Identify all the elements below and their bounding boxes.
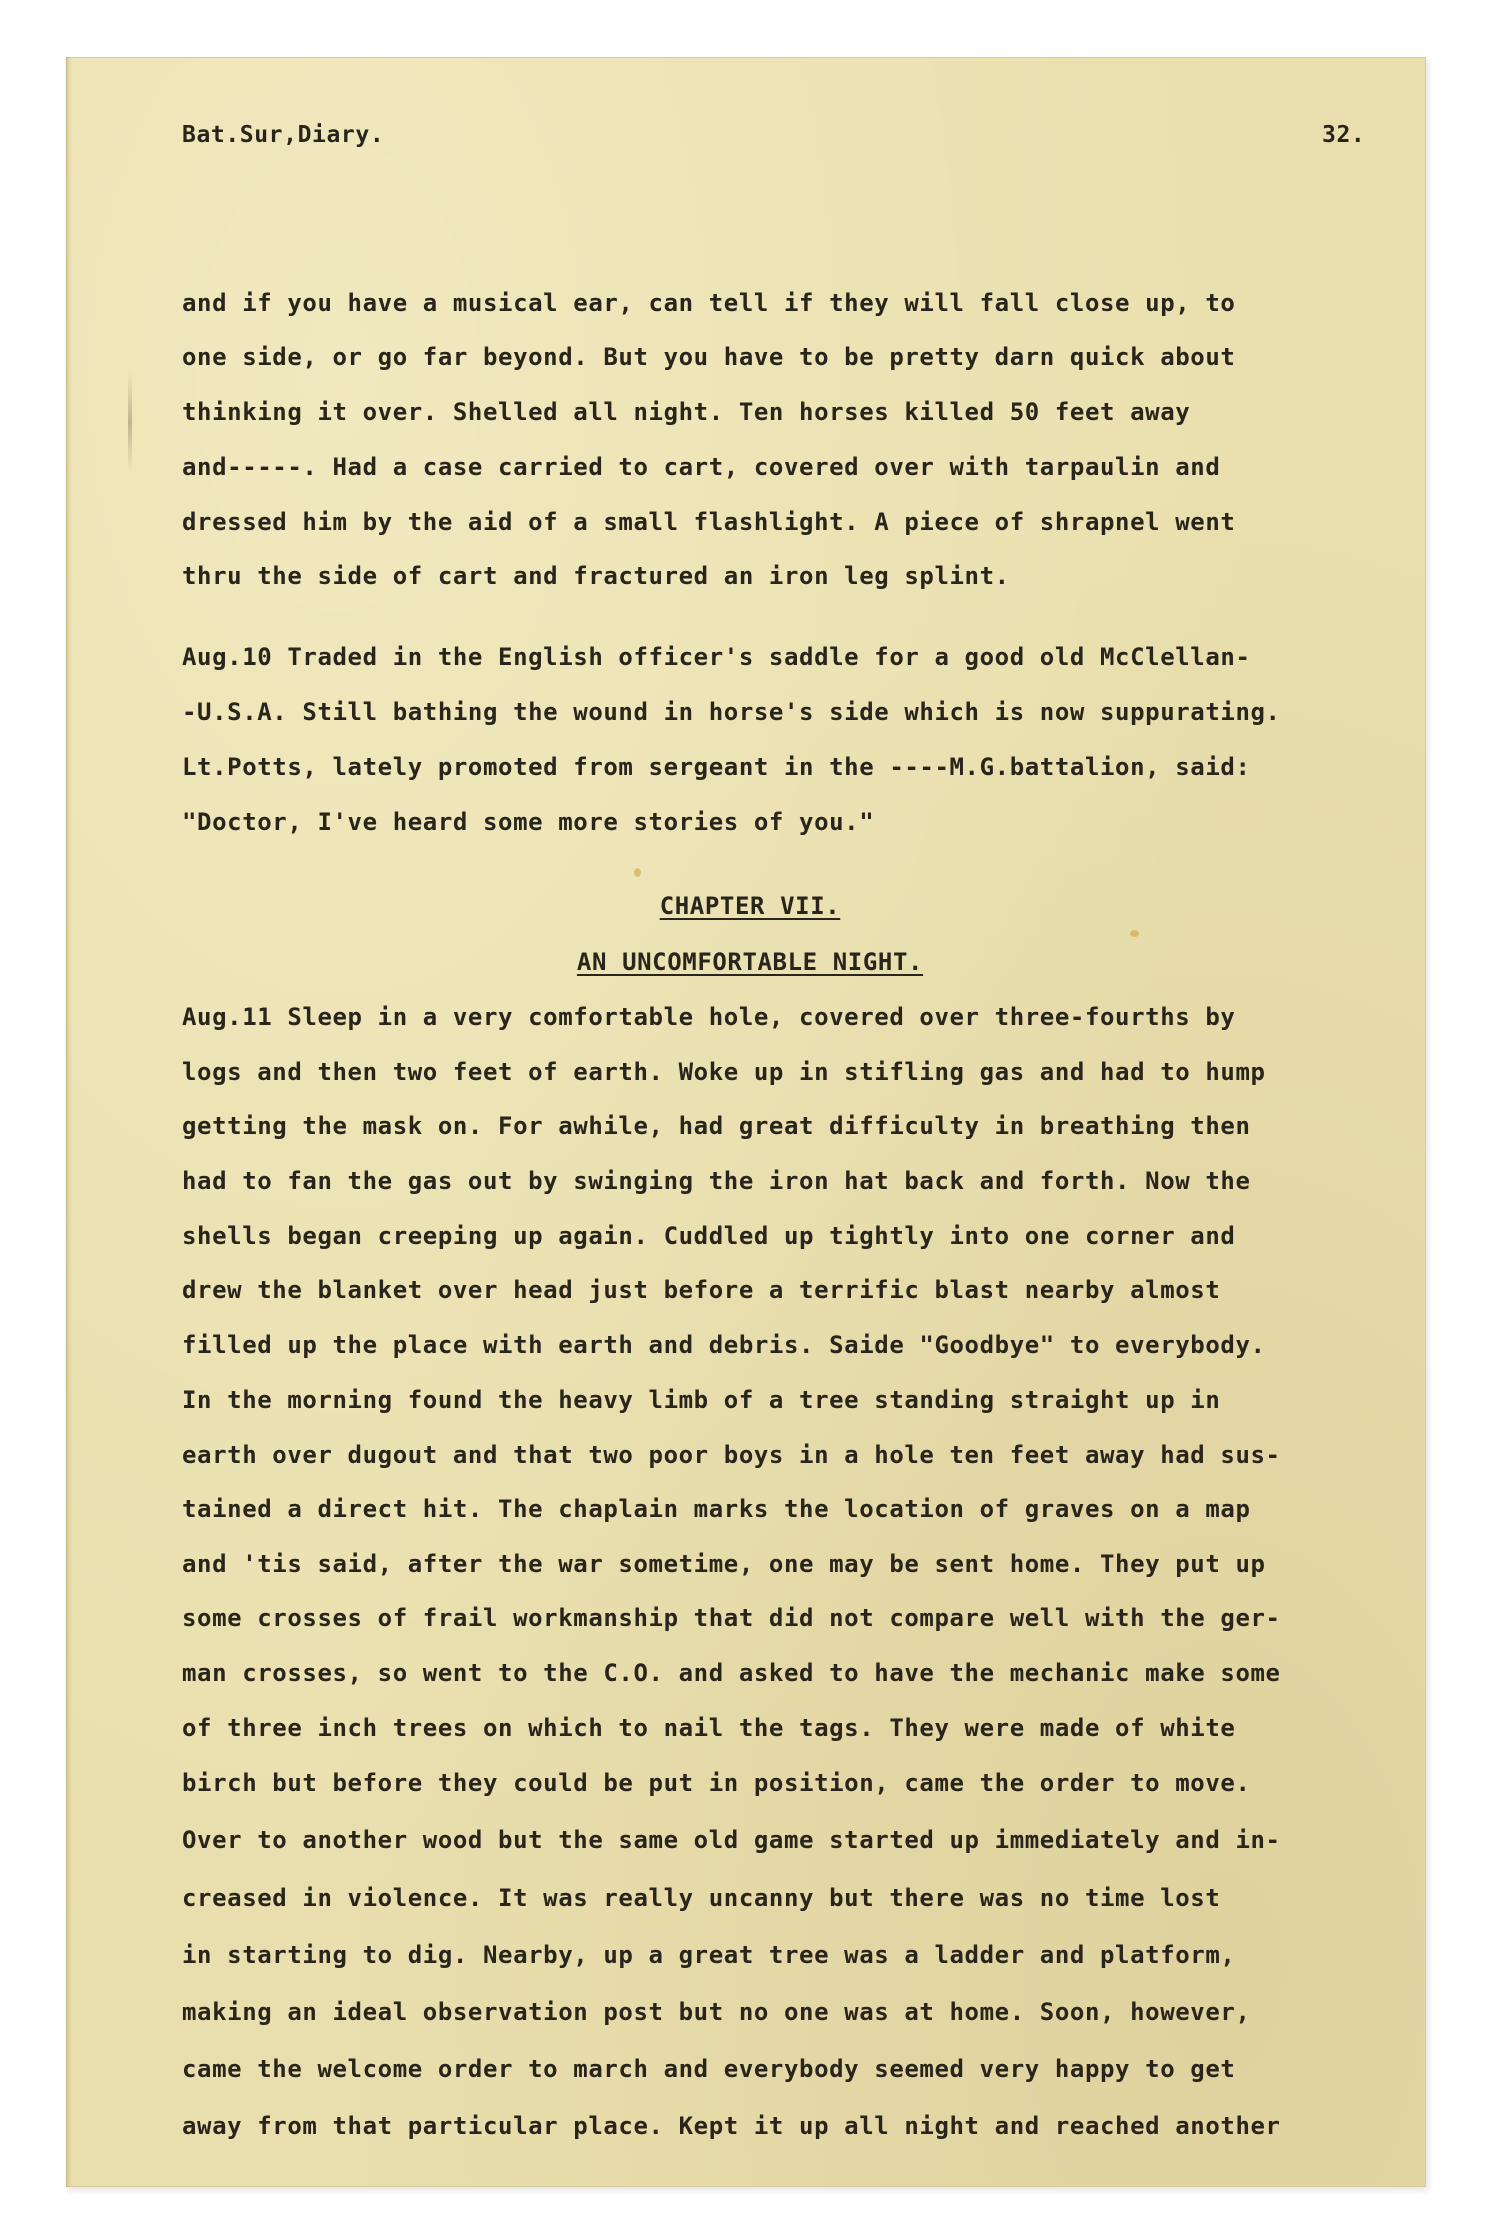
page-edge-shadow (66, 57, 72, 2187)
text-line: birch but before they could be put in position, came the order to move. (182, 1769, 1251, 1797)
text-line: tained a direct hit. The chaplain marks the location of graves on a map (182, 1495, 1251, 1523)
paper-stain (1130, 930, 1139, 937)
text-line: some crosses of frail workmanship that did not compare well with the ger- (182, 1604, 1281, 1632)
text-line: Over to another wood but the same old game started up immediately and in- (182, 1826, 1281, 1854)
text-line: of three inch trees on which to nail the tags. They were made of white (182, 1714, 1236, 1742)
text-line: man crosses, so went to the C.O. and asked to have the mechanic make some (182, 1659, 1281, 1687)
text-line: Aug.11 Sleep in a very comfortable hole, covered over three-fourths by (182, 1003, 1236, 1031)
text-line: filled up the place with earth and debris. Saide "Goodbye" to everybody. (182, 1331, 1266, 1359)
text-line: and if you have a musical ear, can tell if they will fall close up, to (182, 289, 1236, 317)
text-line: away from that particular place. Kept it up all night and reached another (182, 2112, 1281, 2140)
text-line: drew the blanket over head just before a terrific blast nearby almost (182, 1276, 1221, 1304)
text-line: dressed him by the aid of a small flashlight. A piece of shrapnel went (182, 508, 1236, 536)
page-number: 32. (1322, 122, 1366, 148)
text-line: Lt.Potts, lately promoted from sergeant in the ----M.G.battalion, said: (182, 753, 1251, 781)
text-line: -U.S.A. Still bathing the wound in horse's side which is now suppurating. (182, 698, 1281, 726)
text-line: In the morning found the heavy limb of a tree standing straight up in (182, 1386, 1221, 1414)
text-line: shells began creeping up again. Cuddled up tightly into one corner and (182, 1222, 1236, 1250)
text-line: getting the mask on. For awhile, had great difficulty in breathing then (182, 1112, 1251, 1140)
text-line: came the welcome order to march and everybody seemed very happy to get (182, 2055, 1236, 2083)
text-line: Aug.10 Traded in the English officer's saddle for a good old McClellan- (182, 643, 1251, 671)
text-line: making an ideal observation post but no one was at home. Soon, however, (182, 1998, 1251, 2026)
chapter-number: CHAPTER VII. (659, 892, 841, 920)
text-line: and-----. Had a case carried to cart, covered over with tarpaulin and (182, 453, 1221, 481)
text-line: earth over dugout and that two poor boys in a hole ten feet away had sus- (182, 1441, 1281, 1469)
text-line: thru the side of cart and fractured an iron leg splint. (182, 562, 1010, 590)
text-line: in starting to dig. Nearby, up a great tree was a ladder and platform, (182, 1941, 1236, 1969)
text-line: logs and then two feet of earth. Woke up in stifling gas and had to hump (182, 1058, 1266, 1086)
text-line: creased in violence. It was really uncanny but there was no time lost (182, 1884, 1221, 1912)
text-line: and 'tis said, after the war sometime, one may be sent home. They put up (182, 1550, 1266, 1578)
chapter-title: AN UNCOMFORTABLE NIGHT. (576, 948, 924, 976)
document-header-title: Bat.Sur,Diary. (182, 122, 385, 148)
paper-stain (634, 868, 641, 877)
text-line: thinking it over. Shelled all night. Ten horses killed 50 feet away (182, 398, 1191, 426)
margin-mark (128, 372, 132, 472)
text-line: one side, or go far beyond. But you have to be pretty darn quick about (182, 343, 1236, 371)
text-line: had to fan the gas out by swinging the iron hat back and forth. Now the (182, 1167, 1251, 1195)
text-line: "Doctor, I've heard some more stories of you." (182, 808, 875, 836)
